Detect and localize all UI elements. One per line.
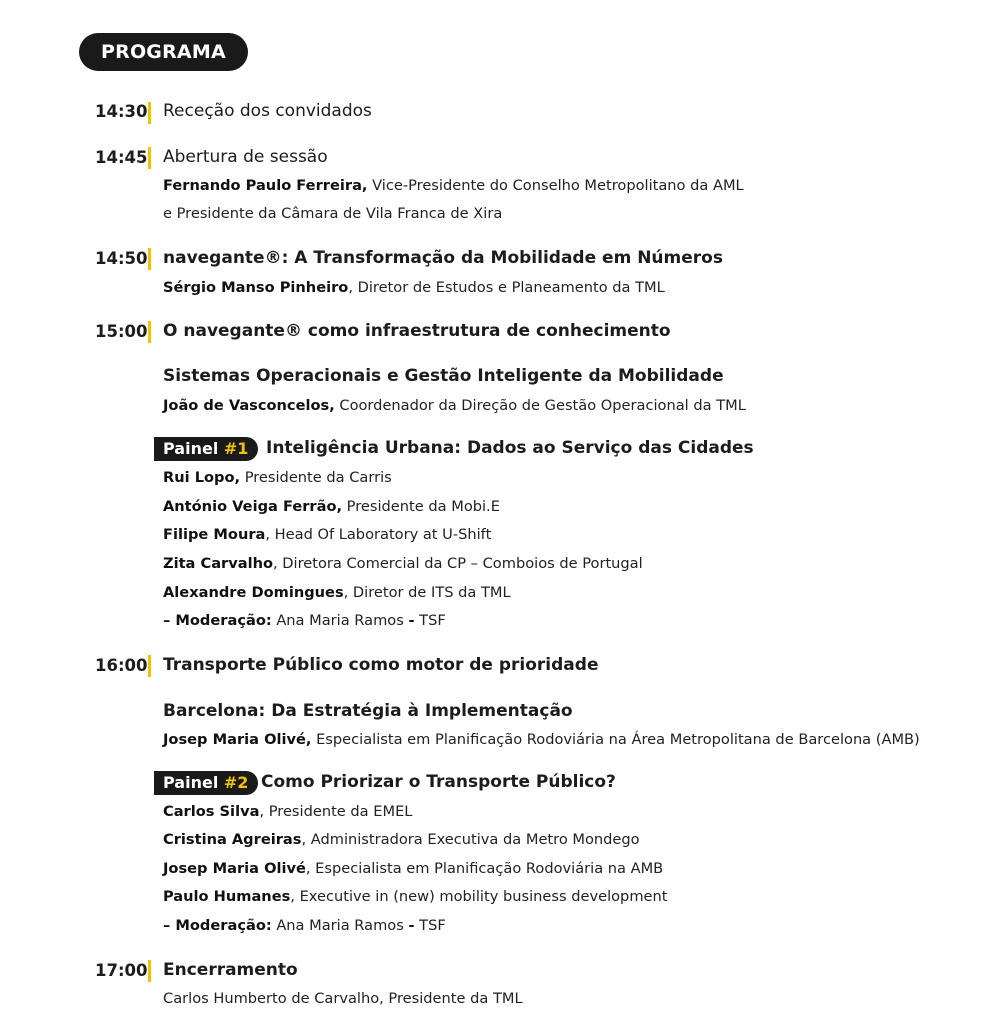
panel-badge-label: Painel bbox=[163, 439, 224, 458]
speaker-role: , Head Of Laboratory at U-Shift bbox=[265, 526, 492, 543]
panel-moderator bbox=[163, 917, 446, 934]
moderator-org: TSF bbox=[414, 917, 446, 934]
speaker-role: , Executive in (new) mobility business development bbox=[290, 888, 668, 905]
speaker-name: João de Vasconcelos, bbox=[163, 397, 335, 414]
speaker-name: Zita Carvalho bbox=[163, 555, 274, 572]
panel-badge-number: #1 bbox=[223, 439, 249, 458]
time-divider bbox=[148, 248, 151, 270]
panel-badge bbox=[154, 437, 258, 461]
panel-title: Inteligência Urbana: Dados ao Serviço das Cidades bbox=[266, 438, 754, 458]
moderator-dash: - bbox=[408, 917, 415, 934]
panel-speaker bbox=[163, 469, 392, 486]
speaker-role: Presidente da Carris bbox=[240, 469, 392, 486]
speaker-role: Coordenador da Direção de Gestão Operacional da TML bbox=[334, 397, 746, 414]
talk-title: Barcelona: Da Estratégia à Implementação bbox=[163, 701, 573, 721]
speaker-name: António Veiga Ferrão, bbox=[163, 498, 343, 515]
speaker-role: Vice-Presidente do Conselho Metropolitano da AML bbox=[367, 177, 744, 194]
moderator-label: – Moderação: bbox=[163, 917, 272, 934]
time-divider bbox=[148, 147, 151, 169]
speaker-role: , Especialista em Planificação Rodoviária na AMB bbox=[305, 860, 664, 877]
panel-speaker bbox=[163, 584, 511, 601]
time-divider bbox=[148, 655, 151, 677]
panel-speaker bbox=[163, 555, 643, 572]
panel-moderator bbox=[163, 612, 446, 629]
panel-badge-number: #2 bbox=[223, 773, 249, 792]
speaker-name: Carlos Silva bbox=[163, 803, 260, 820]
time-divider bbox=[148, 321, 151, 343]
speaker-name: Sérgio Manso Pinheiro bbox=[163, 279, 349, 296]
session-title: Encerramento bbox=[163, 960, 298, 980]
session-title: O navegante® como infraestrutura de conhecimento bbox=[163, 321, 671, 341]
panel-speaker bbox=[163, 803, 412, 820]
speaker-line bbox=[163, 397, 746, 414]
speaker-line bbox=[163, 177, 744, 194]
session-time: 14:50 bbox=[95, 249, 148, 268]
panel-badge bbox=[154, 771, 258, 795]
speaker-name: Cristina Agreiras bbox=[163, 831, 302, 848]
session-title: Transporte Público como motor de prioridade bbox=[163, 655, 599, 675]
speaker-role: , Diretor de Estudos e Planeamento da TML bbox=[348, 279, 665, 296]
speaker-name: Fernando Paulo Ferreira, bbox=[163, 177, 368, 194]
speaker-name: Alexandre Domingues bbox=[163, 584, 344, 601]
session-title: Abertura de sessão bbox=[163, 147, 328, 167]
panel-title: Como Priorizar o Transporte Público? bbox=[261, 772, 616, 792]
panel-speaker bbox=[163, 498, 500, 515]
panel-speaker bbox=[163, 888, 667, 905]
session-title: Receção dos convidados bbox=[163, 101, 372, 121]
speaker-name: Paulo Humanes bbox=[163, 888, 291, 905]
speaker-role: , Administradora Executiva da Metro Mondego bbox=[301, 831, 640, 848]
speaker-name: Josep Maria Olivé, bbox=[163, 731, 312, 748]
panel-speaker bbox=[163, 831, 640, 848]
session-time: 17:00 bbox=[95, 961, 148, 980]
speaker-role: Presidente da Mobi.E bbox=[342, 498, 500, 515]
session-time: 14:45 bbox=[95, 148, 148, 167]
speaker-role: , Diretor de ITS da TML bbox=[343, 584, 511, 601]
speaker-line bbox=[163, 731, 920, 748]
speaker-line bbox=[163, 279, 665, 296]
moderator-label: – Moderação: bbox=[163, 612, 272, 629]
session-time: 15:00 bbox=[95, 322, 148, 341]
session-time: 16:00 bbox=[95, 656, 148, 675]
moderator-name: Ana Maria Ramos bbox=[271, 612, 409, 629]
talk-title: Sistemas Operacionais e Gestão Inteligente da Mobilidade bbox=[163, 366, 724, 386]
speaker-role: Especialista em Planificação Rodoviária na Área Metropolitana de Barcelona (AMB) bbox=[311, 731, 920, 748]
speaker-name: Rui Lopo, bbox=[163, 469, 241, 486]
panel-speaker bbox=[163, 860, 663, 877]
speaker-name: Filipe Moura bbox=[163, 526, 266, 543]
session-time: 14:30 bbox=[95, 102, 148, 121]
program-heading-badge: PROGRAMA bbox=[79, 33, 248, 71]
speaker-role: , Presidente da EMEL bbox=[259, 803, 413, 820]
time-divider bbox=[148, 960, 151, 982]
moderator-name: Ana Maria Ramos bbox=[271, 917, 409, 934]
panel-badge-label: Painel bbox=[163, 773, 224, 792]
speaker-line: Carlos Humberto de Carvalho, Presidente da TML bbox=[163, 990, 523, 1007]
moderator-dash: - bbox=[408, 612, 415, 629]
speaker-role-continued: e Presidente da Câmara de Vila Franca de Xira bbox=[163, 205, 503, 222]
moderator-org: TSF bbox=[414, 612, 446, 629]
session-title: navegante®: A Transformação da Mobilidade em Números bbox=[163, 248, 723, 268]
time-divider bbox=[148, 102, 151, 124]
panel-speaker bbox=[163, 526, 491, 543]
speaker-name: Josep Maria Olivé bbox=[163, 860, 306, 877]
speaker-role: , Diretora Comercial da CP – Comboios de Portugal bbox=[273, 555, 643, 572]
